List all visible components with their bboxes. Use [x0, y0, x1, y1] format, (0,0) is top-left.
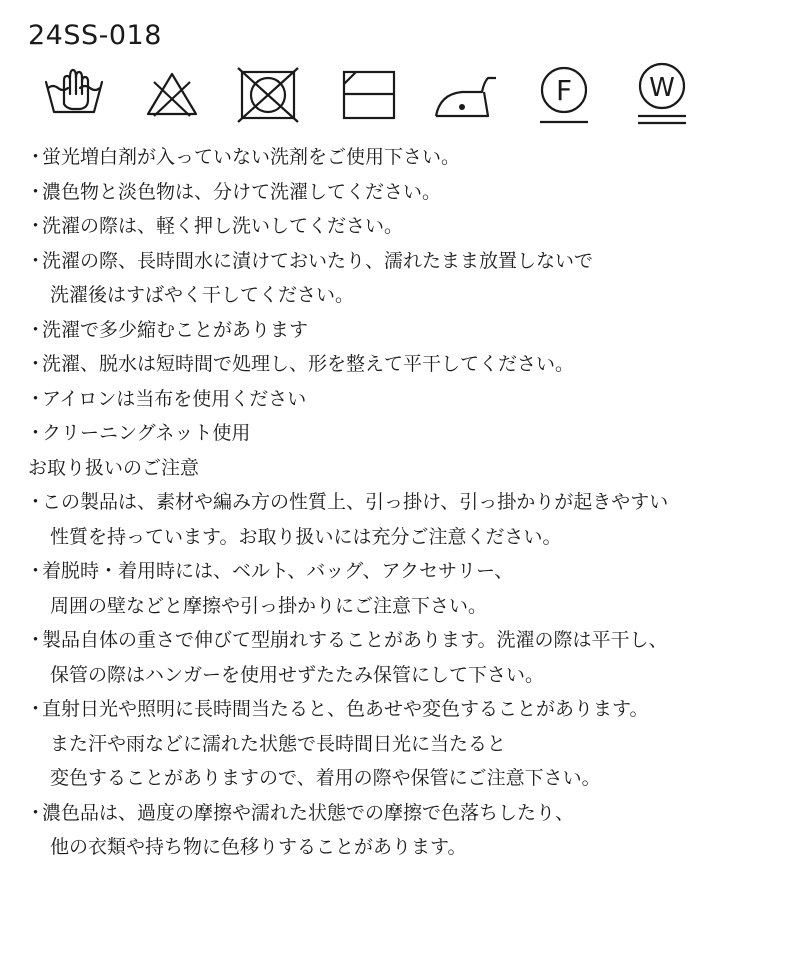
handling-item: ・着脱時・着用時には、ベルト、バッグ、アクセサリー、: [26, 560, 514, 582]
handling-item: ・製品自体の重さで伸びて型崩れすることがあります。洗濯の際は平干し、: [26, 629, 668, 651]
handling-item-continuation: 他の衣類や持ち物に色移りすることがあります。: [50, 836, 467, 858]
note-item: ・クリーニングネット使用: [26, 422, 251, 444]
handling-item: ・濃色品は、過度の摩擦や濡れた状態での摩擦で色落ちしたり、: [26, 801, 575, 824]
care-notes: [26, 140, 796, 865]
hand-wash-icon: [42, 60, 106, 130]
note-item: ・アイロンは当布を使用ください: [26, 387, 307, 410]
handling-heading: お取り扱いのご注意: [28, 456, 200, 479]
handling-item-continuation: 性質を持っています。お取り扱いには充分ご注意ください。: [50, 525, 562, 548]
note-item: ・洗濯、脱水は短時間で処理し、形を整えて平干してください。: [26, 353, 575, 375]
do-not-tumble-dry-icon: [236, 60, 300, 130]
note-item: ・蛍光増白剤が入っていない洗剤をご使用下さい。: [26, 146, 461, 168]
dry-clean-f-icon: [532, 60, 596, 130]
dry-flat-in-shade-icon: [336, 60, 400, 130]
wet-clean-w-icon: [630, 60, 694, 130]
note-item: ・濃色物と淡色物は、分けて洗濯してください。: [26, 180, 442, 203]
handling-item: ・この製品は、素材や編み方の性質上、引っ掛け、引っ掛かりが起きやすい: [26, 491, 669, 513]
care-symbols: [0, 60, 800, 132]
handling-item-continuation: 周囲の壁などと摩擦や引っ掛かりにご注意下さい。: [50, 594, 488, 617]
handling-item-continuation: 変色することがありますので、着用の際や保管にご注意下さい。: [50, 767, 601, 789]
handling-item-continuation: また汗や雨などに濡れた状態で長時間日光に当たると: [50, 732, 507, 755]
note-item: ・洗濯の際は、軽く押し洗いしてください。: [26, 215, 404, 237]
note-item: ・洗濯の際、長時間水に漬けておいたり、濡れたまま放置しないで: [26, 249, 594, 272]
product-code: 24SS-018: [28, 20, 162, 51]
dry-clean-letter: F: [555, 74, 573, 107]
do-not-bleach-icon: [140, 60, 204, 130]
note-item: ・洗濯で多少縮むことがあります: [26, 318, 309, 341]
iron-low-temperature-icon: [432, 60, 496, 130]
note-item-continuation: 洗濯後はすばやく干してください。: [50, 284, 355, 306]
handling-item-continuation: 保管の際はハンガーを使用せずたたみ保管にして下さい。: [50, 663, 545, 686]
handling-item: ・直射日光や照明に長時間当たると、色あせや変色することがあります。: [26, 698, 649, 720]
wet-clean-letter: W: [649, 73, 675, 103]
